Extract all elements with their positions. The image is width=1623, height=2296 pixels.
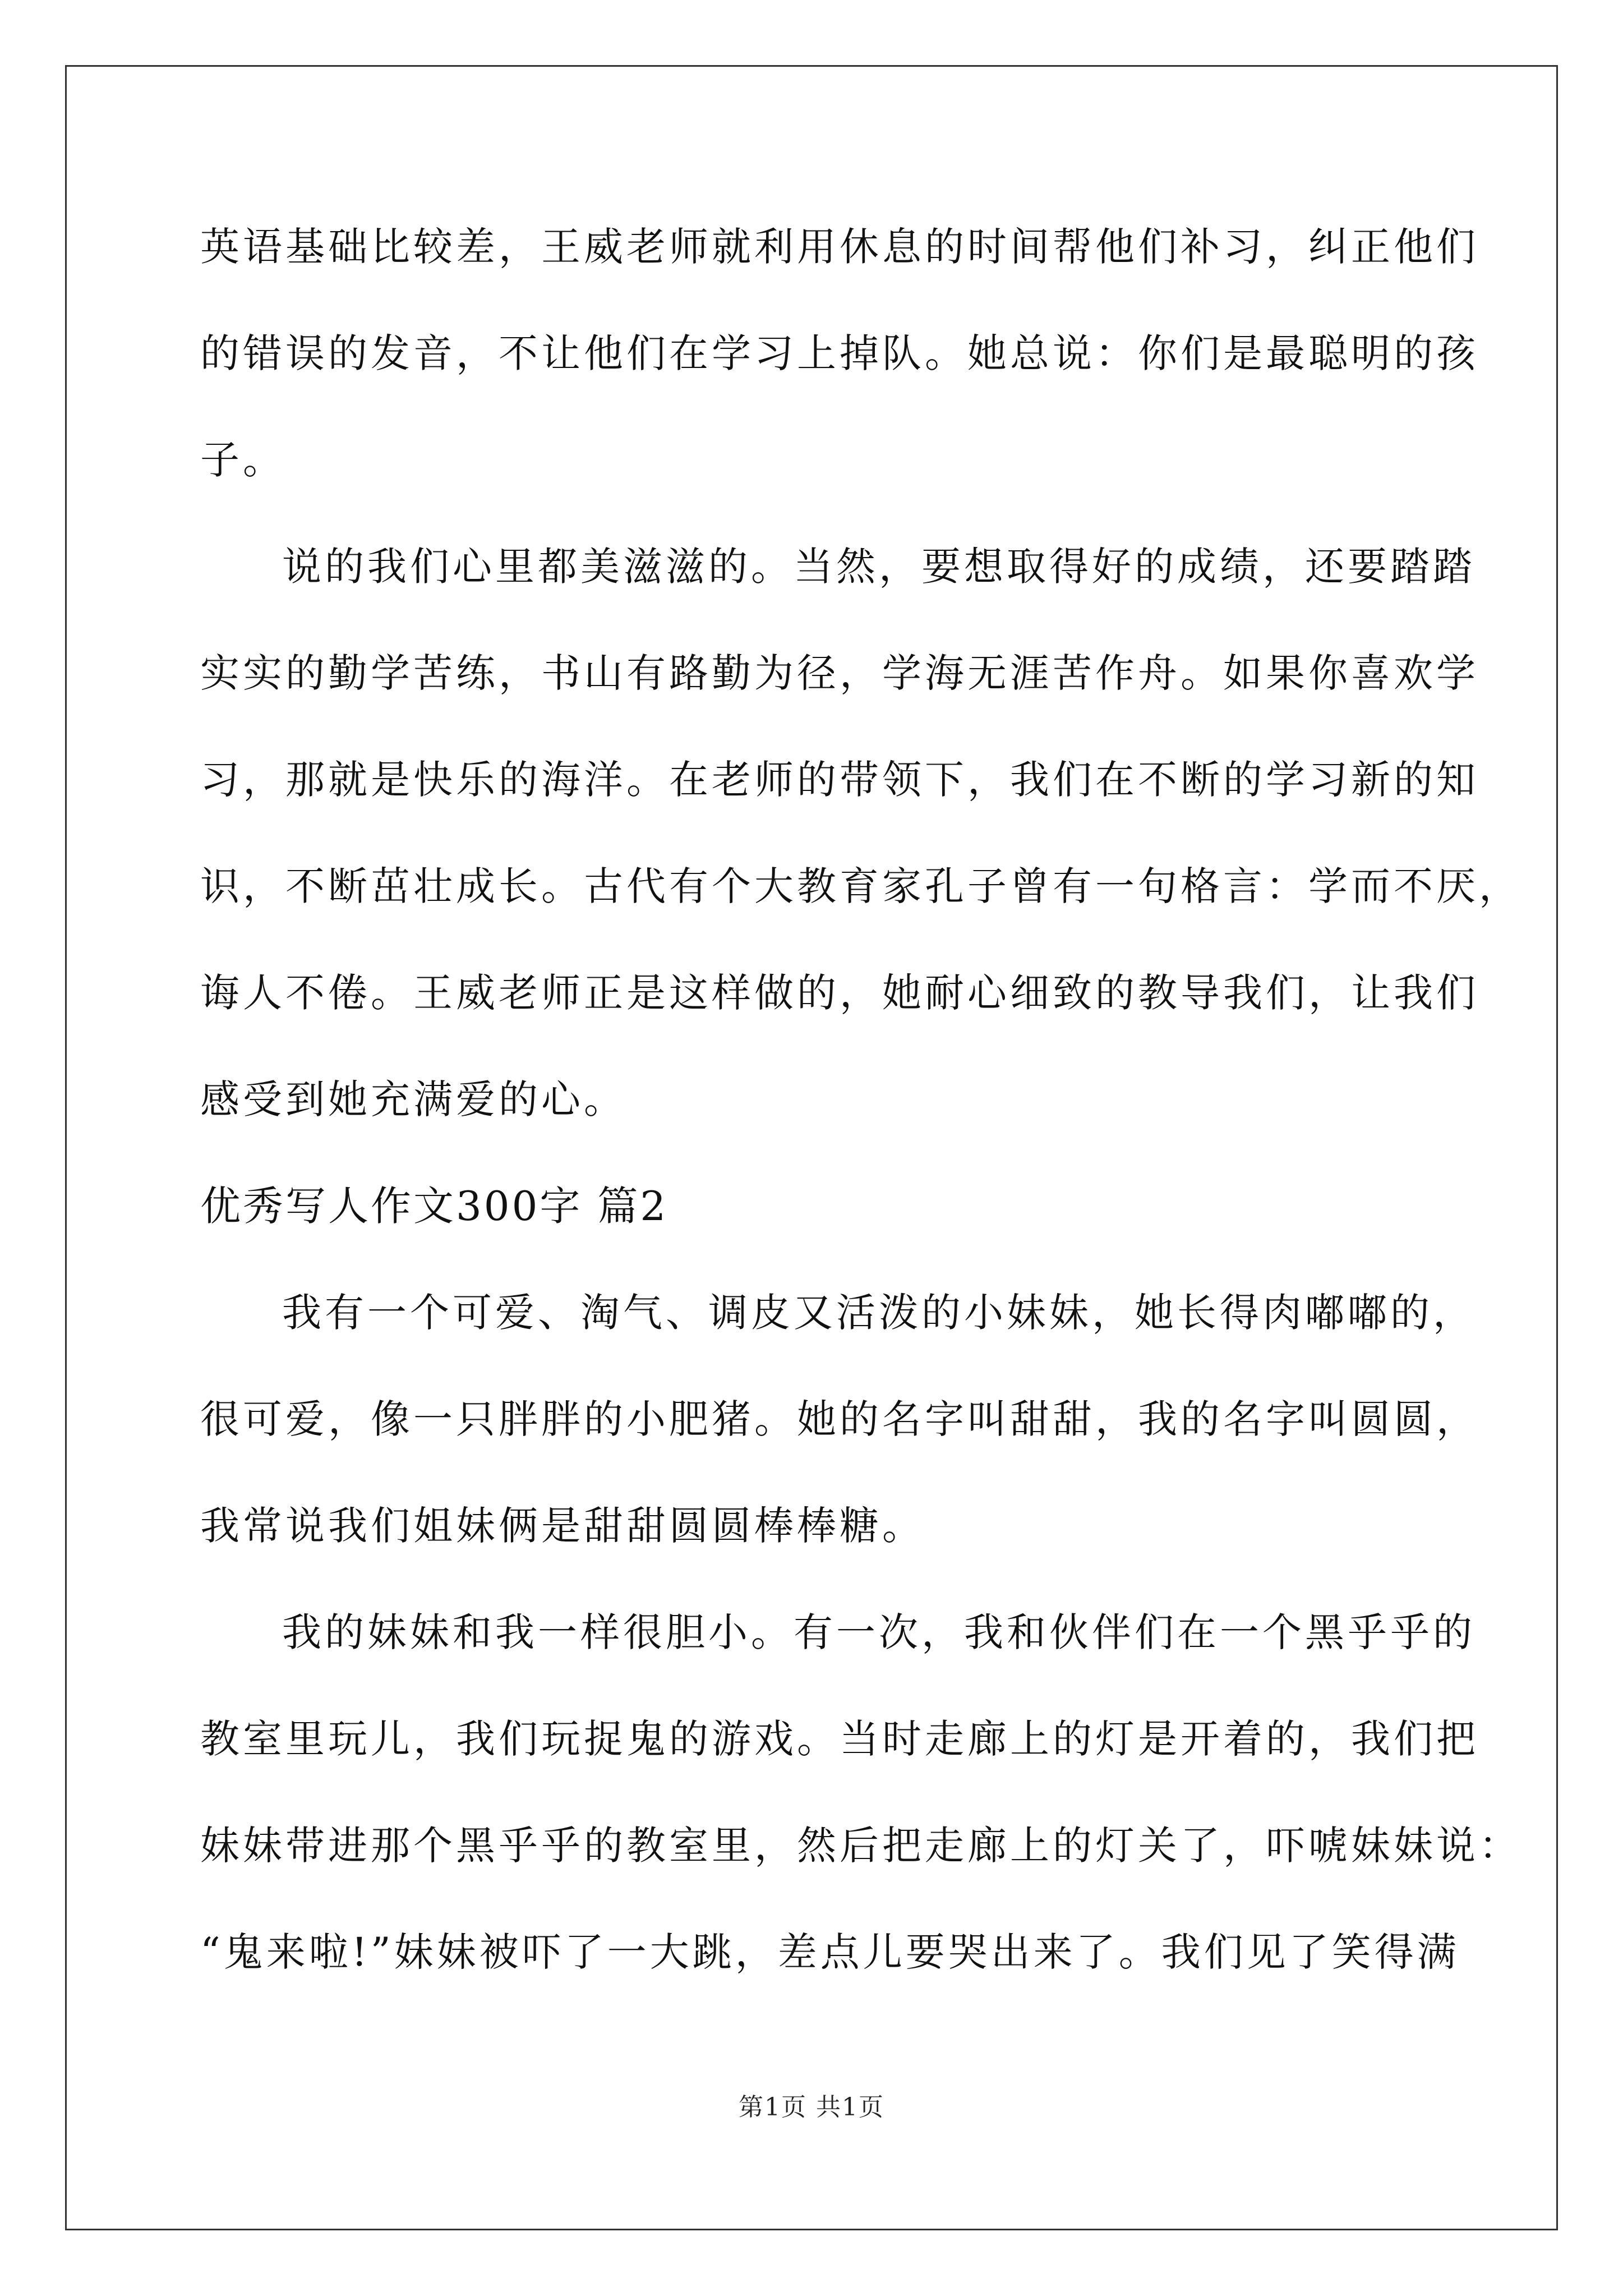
text-line: 英语基础比较差，王威老师就利用休息的时间帮他们补习，纠正他们 [200,224,1479,270]
page-frame [65,65,1558,2230]
text-line: 子。 [200,437,285,483]
text-line: 识，不断茁壮成长。古代有个大教育家孔子曾有一句格言：学而不厌， [200,863,1521,909]
text-line: 我常说我们姐妹俩是甜甜圆圆棒棒糖。 [200,1503,925,1549]
text-line: 妹妹带进那个黑乎乎的教室里，然后把走廊上的灯关了，吓唬妹妹说： [200,1823,1521,1869]
text-line: “鬼来啦!”妹妹被吓了一大跳，差点儿要哭出来了。我们见了笑得满 [200,1929,1460,1975]
text-line: 我的妹妹和我一样很胆小。有一次，我和伙伴们在一个黑乎乎的 [282,1609,1476,1655]
text-line: 很可爱，像一只胖胖的小肥猪。她的名字叫甜甜，我的名字叫圆圆， [200,1396,1479,1442]
page-number: 第1页 共1页 [739,2093,884,2122]
text-line: 诲人不倦。王威老师正是这样做的，她耐心细致的教导我们，让我们 [200,970,1479,1016]
section-heading: 优秀写人作文300字 篇2 [200,1182,668,1230]
text-line: 实实的勤学苦练，书山有路勤为径，学海无涯苦作舟。如果你喜欢学 [200,650,1479,696]
text-line: 我有一个可爱、淘气、调皮又活泼的小妹妹，她长得肉嘟嘟的， [282,1290,1476,1336]
text-line: 习，那就是快乐的海洋。在老师的带领下，我们在不断的学习新的知 [200,757,1479,803]
text-line: 教室里玩儿，我们玩捉鬼的游戏。当时走廊上的灯是开着的，我们把 [200,1716,1479,1762]
text-line: 说的我们心里都美滋滋的。当然，要想取得好的成绩，还要踏踏 [282,544,1476,590]
text-line: 的错误的发音，不让他们在学习上掉队。她总说：你们是最聪明的孩 [200,330,1479,376]
text-line: 感受到她充满爱的心。 [200,1076,626,1122]
